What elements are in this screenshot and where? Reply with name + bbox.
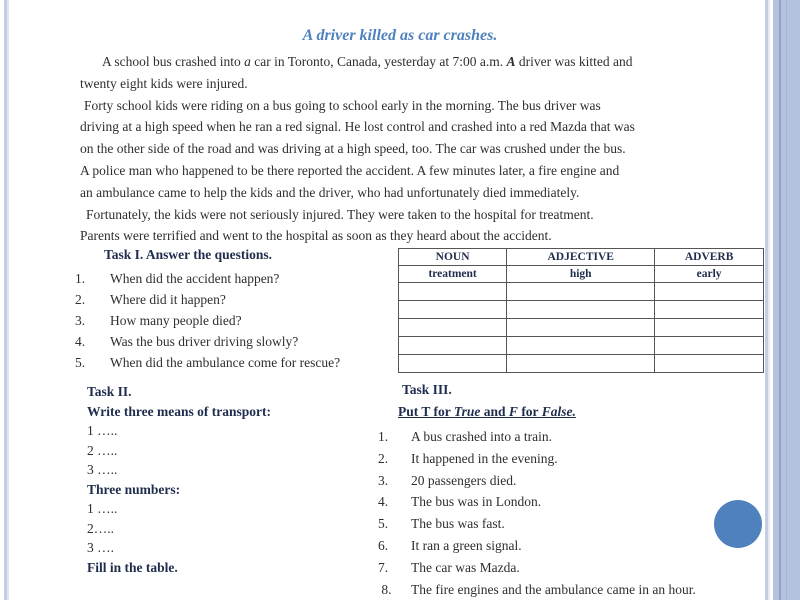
table-row <box>399 337 764 355</box>
header-adjective: ADJECTIVE <box>507 249 655 266</box>
number-item: 1 ….. <box>87 501 118 516</box>
number-item: 2….. <box>87 520 114 536</box>
statement-number: 1. <box>378 429 389 444</box>
number-item: 3 …. <box>87 540 114 555</box>
article-line-1 <box>80 51 730 73</box>
task3-statement-list <box>378 426 696 600</box>
article-line-2: twenty eight kids were injured. <box>80 75 248 91</box>
table-row-example <box>399 266 764 283</box>
empty-cell[interactable] <box>399 319 507 337</box>
article-line: an ambulance came to help the kids and the driver, who had unfortunately died immediately. <box>80 184 580 200</box>
text-run: car in Toronto, Canada, yesterday at 7:00 a.m. <box>250 54 507 69</box>
text-run: Put T for <box>398 404 454 419</box>
text-run-bold-italic: A <box>506 54 516 69</box>
right-border-line-2 <box>786 0 787 600</box>
statement-text: 20 passengers died. <box>411 472 517 488</box>
empty-cell[interactable] <box>399 337 507 355</box>
cell-adverb: early <box>655 266 764 283</box>
statement-number: 3. <box>378 472 389 488</box>
table-row <box>399 355 764 373</box>
article-body <box>80 51 730 247</box>
statement-text: It happened in the evening. <box>411 450 558 466</box>
transport-item: 1 ….. <box>87 423 118 438</box>
empty-cell[interactable] <box>655 283 764 301</box>
question-number: 1. <box>75 271 86 286</box>
empty-cell[interactable] <box>655 319 764 337</box>
statement-item <box>378 535 696 557</box>
text-run-italic: F <box>508 404 518 419</box>
statement-number: 4. <box>378 494 389 510</box>
table-row <box>399 301 764 319</box>
statement-item <box>378 426 696 448</box>
question-number: 2. <box>75 292 86 307</box>
text-run-italic: True <box>453 404 481 419</box>
question-item <box>75 352 340 373</box>
numbers-label: Three numbers: <box>87 481 181 497</box>
table-row <box>399 283 764 301</box>
text-run: and <box>480 404 509 419</box>
statement-item <box>378 470 696 492</box>
empty-cell[interactable] <box>655 355 764 373</box>
article-line: Fortunately, the kids were not seriously injured. They were taken to the hospital for treatment. <box>86 206 594 222</box>
statement-number: 5. <box>378 516 389 532</box>
article-line: on the other side of the road and was driving at a high speed, too. The car was crushed under the bus. <box>80 141 626 157</box>
text-run: for <box>517 404 542 419</box>
empty-cell[interactable] <box>399 301 507 319</box>
question-text: When did the ambulance come for rescue? <box>110 355 341 370</box>
decorative-circle-icon <box>714 500 762 548</box>
cell-noun: treatment <box>399 266 507 283</box>
statement-item <box>378 557 696 579</box>
empty-cell[interactable] <box>655 337 764 355</box>
fill-table-label: Fill in the table. <box>87 559 178 575</box>
task2-section <box>87 382 271 577</box>
question-item <box>75 268 340 289</box>
question-item <box>75 289 340 310</box>
statement-text: It ran a green signal. <box>411 537 522 553</box>
article-line: Forty school kids were riding on a bus going to school early in the morning. The bus driver was <box>84 97 601 113</box>
task3-title: Task III. <box>402 382 452 397</box>
text-run-italic: False. <box>541 404 576 419</box>
empty-cell[interactable] <box>655 301 764 319</box>
statement-number: 2. <box>378 450 389 466</box>
empty-cell[interactable] <box>507 319 655 337</box>
question-text: How many people died? <box>110 313 242 328</box>
statement-number: 8. <box>378 581 392 597</box>
statement-text: The car was Mazda. <box>411 559 520 575</box>
statement-number: 7. <box>378 559 389 575</box>
empty-cell[interactable] <box>507 283 655 301</box>
empty-cell[interactable] <box>507 337 655 355</box>
empty-cell[interactable] <box>507 355 655 373</box>
left-border-stripe-light <box>7 0 9 600</box>
empty-cell[interactable] <box>507 301 655 319</box>
transport-item: 2 ….. <box>87 442 118 458</box>
empty-cell[interactable] <box>399 283 507 301</box>
task1-question-list <box>75 268 340 373</box>
table-header-row <box>399 249 764 266</box>
statement-number: 6. <box>378 537 389 553</box>
question-text: Was the bus driver driving slowly? <box>110 334 299 349</box>
transport-label: Write three means of transport: <box>87 403 271 419</box>
task2-title: Task II. <box>87 384 132 399</box>
right-border-stripe-light <box>768 0 770 600</box>
table-row <box>399 319 764 337</box>
statement-text: The fire engines and the ambulance came in an hour. <box>411 581 696 597</box>
right-border-line <box>779 0 781 600</box>
empty-cell[interactable] <box>399 355 507 373</box>
cell-adjective: high <box>507 266 655 283</box>
task3-instruction <box>398 404 576 420</box>
word-forms-table <box>398 248 764 373</box>
question-text: When did the accident happen? <box>110 271 280 286</box>
question-text: Where did it happen? <box>110 292 226 307</box>
statement-item <box>378 513 696 535</box>
header-noun: NOUN <box>399 249 507 266</box>
transport-item: 3 ….. <box>87 462 118 477</box>
article-line: Parents were terrified and went to the hospital as soon as they heard about the accident. <box>80 228 552 244</box>
question-number: 5. <box>75 355 86 370</box>
article-line: driving at a high speed when he ran a red signal. He lost control and crashed into a red Mazda that was <box>80 119 635 135</box>
text-run: driver was kitted and <box>515 54 633 69</box>
task1-title: Task I. Answer the questions. <box>104 247 273 262</box>
statement-item <box>378 491 696 513</box>
article-title: A driver killed as car crashes. <box>302 27 498 44</box>
statement-text: A bus crashed into a train. <box>411 429 552 444</box>
question-item <box>75 331 340 352</box>
question-item <box>75 310 340 331</box>
statement-item <box>378 448 696 470</box>
statement-text: The bus was fast. <box>411 516 505 532</box>
article-line: A police man who happened to be there reported the accident. A few minutes later, a fire engine and <box>80 162 620 178</box>
question-number: 4. <box>75 334 86 349</box>
text-run: A school bus crashed into <box>102 54 245 69</box>
statement-text: The bus was in London. <box>411 494 542 510</box>
text-run-italic: a <box>244 54 251 69</box>
question-number: 3. <box>75 313 86 328</box>
statement-item <box>378 579 696 600</box>
header-adverb: ADVERB <box>655 249 764 266</box>
